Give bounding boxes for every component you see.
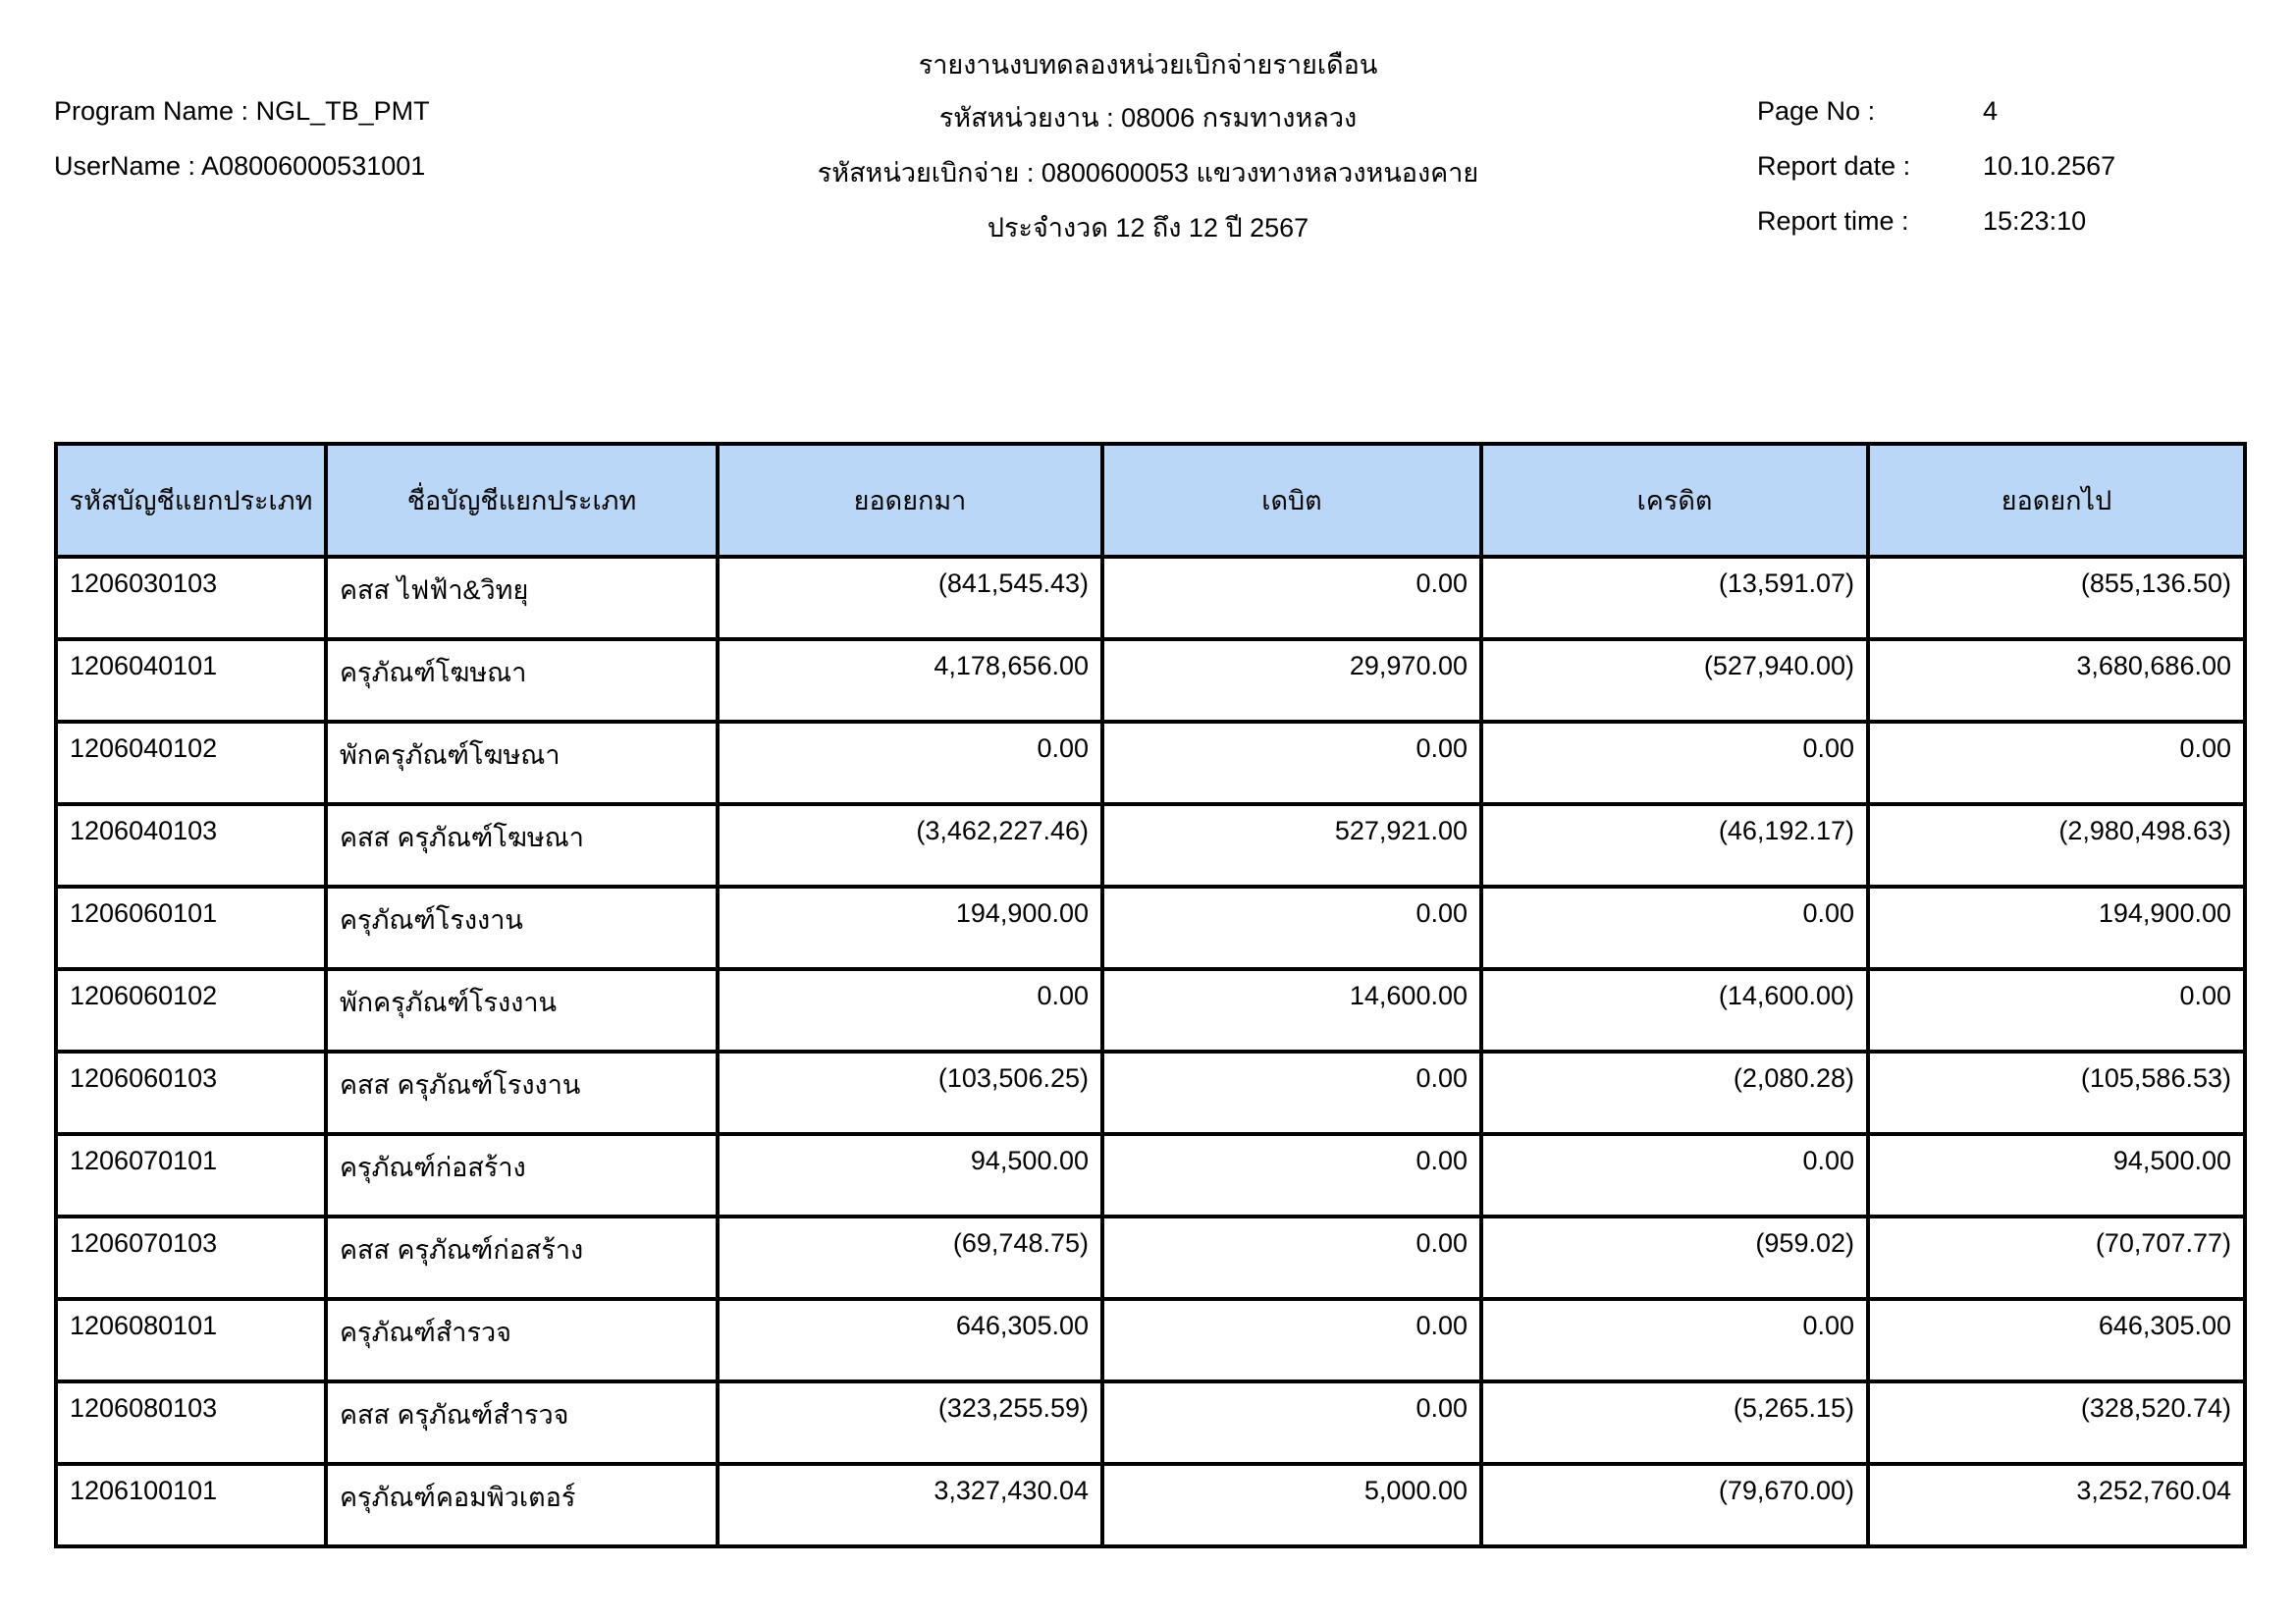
table-row bbox=[56, 1299, 2245, 1381]
account-code-cell: 1206040103 bbox=[56, 804, 326, 887]
debit-cell: 0.00 bbox=[1102, 557, 1481, 639]
account-code-cell: 1206080103 bbox=[56, 1381, 326, 1464]
page-no-label: Page No : bbox=[1757, 96, 1876, 126]
balance-carried-forward-cell: 0.00 bbox=[1868, 722, 2245, 804]
account-name-cell: คสส ครุภัณฑ์โรงงาน bbox=[326, 1052, 718, 1134]
credit-cell: (46,192.17) bbox=[1481, 804, 1868, 887]
program-name-label: Program Name : bbox=[54, 96, 249, 126]
account-code-cell: 1206040101 bbox=[56, 639, 326, 722]
account-code-cell: 1206060102 bbox=[56, 969, 326, 1052]
account-name-cell: คสส ครุภัณฑ์ก่อสร้าง bbox=[326, 1217, 718, 1299]
balance-carried-forward-cell: (105,586.53) bbox=[1868, 1052, 2245, 1134]
credit-cell: 0.00 bbox=[1481, 1134, 1868, 1217]
disbursement-unit-line: รหัสหน่วยเบิกจ่าย : 0800600053 แขวงทางหลวงหนองคาย bbox=[817, 158, 1479, 188]
account-code-cell: 1206070101 bbox=[56, 1134, 326, 1217]
balance-brought-forward-cell: 0.00 bbox=[718, 722, 1102, 804]
table-row bbox=[56, 1052, 2245, 1134]
credit-cell: 0.00 bbox=[1481, 1299, 1868, 1381]
trial-balance-table bbox=[54, 442, 2247, 1548]
balance-brought-forward-cell: 194,900.00 bbox=[718, 887, 1102, 969]
debit-cell: 29,970.00 bbox=[1102, 639, 1481, 722]
table-row bbox=[56, 1134, 2245, 1217]
debit-cell: 14,600.00 bbox=[1102, 969, 1481, 1052]
balance-brought-forward-cell: (841,545.43) bbox=[718, 557, 1102, 639]
balance-carried-forward-cell: (70,707.77) bbox=[1868, 1217, 2245, 1299]
balance-carried-forward-cell: (2,980,498.63) bbox=[1868, 804, 2245, 887]
report-time-value: 15:23:10 bbox=[1983, 206, 2087, 236]
username-value: A08006000531001 bbox=[201, 151, 426, 181]
balance-carried-forward-cell: 194,900.00 bbox=[1868, 887, 2245, 969]
col-header-debit: เดบิต bbox=[1102, 444, 1481, 557]
table-body bbox=[56, 557, 2245, 1546]
table-row bbox=[56, 887, 2245, 969]
table-row bbox=[56, 1464, 2245, 1546]
account-name-cell: คสส ครุภัณฑ์สำรวจ bbox=[326, 1381, 718, 1464]
account-name-cell: คสส ไฟฟ้า&วิทยุ bbox=[326, 557, 718, 639]
debit-cell: 0.00 bbox=[1102, 1217, 1481, 1299]
balance-carried-forward-cell: 0.00 bbox=[1868, 969, 2245, 1052]
account-code-cell: 1206060103 bbox=[56, 1052, 326, 1134]
program-name-value: NGL_TB_PMT bbox=[255, 96, 430, 126]
account-name-cell: ครุภัณฑ์โรงงาน bbox=[326, 887, 718, 969]
balance-carried-forward-cell: 3,252,760.04 bbox=[1868, 1464, 2245, 1546]
debit-cell: 0.00 bbox=[1102, 1299, 1481, 1381]
debit-cell: 0.00 bbox=[1102, 887, 1481, 969]
credit-cell: (959.02) bbox=[1481, 1217, 1868, 1299]
agency-code-line: รหัสหน่วยงาน : 08006 กรมทางหลวง bbox=[938, 103, 1358, 133]
report-date-label: Report date : bbox=[1757, 151, 1911, 181]
table-header-row bbox=[56, 444, 2245, 557]
credit-cell: 0.00 bbox=[1481, 722, 1868, 804]
balance-brought-forward-cell: (103,506.25) bbox=[718, 1052, 1102, 1134]
balance-carried-forward-cell: 94,500.00 bbox=[1868, 1134, 2245, 1217]
account-name-cell: ครุภัณฑ์ก่อสร้าง bbox=[326, 1134, 718, 1217]
account-name-cell: ครุภัณฑ์โฆษณา bbox=[326, 639, 718, 722]
balance-carried-forward-cell: 646,305.00 bbox=[1868, 1299, 2245, 1381]
balance-brought-forward-cell: (3,462,227.46) bbox=[718, 804, 1102, 887]
table-row bbox=[56, 557, 2245, 639]
balance-brought-forward-cell: 646,305.00 bbox=[718, 1299, 1102, 1381]
balance-brought-forward-cell: 94,500.00 bbox=[718, 1134, 1102, 1217]
period-line: ประจำงวด 12 ถึง 12 ปี 2567 bbox=[987, 213, 1309, 243]
credit-cell: (79,670.00) bbox=[1481, 1464, 1868, 1546]
balance-brought-forward-cell: (69,748.75) bbox=[718, 1217, 1102, 1299]
balance-carried-forward-cell: (855,136.50) bbox=[1868, 557, 2245, 639]
account-name-cell: พักครุภัณฑ์โรงงาน bbox=[326, 969, 718, 1052]
credit-cell: (13,591.07) bbox=[1481, 557, 1868, 639]
page-no-value: 4 bbox=[1983, 96, 1999, 126]
balance-brought-forward-cell: 0.00 bbox=[718, 969, 1102, 1052]
balance-carried-forward-cell: (328,520.74) bbox=[1868, 1381, 2245, 1464]
credit-cell: (2,080.28) bbox=[1481, 1052, 1868, 1134]
col-header-account-code: รหัสบัญชีแยกประเภท bbox=[56, 444, 326, 557]
debit-cell: 0.00 bbox=[1102, 722, 1481, 804]
account-code-cell: 1206060101 bbox=[56, 887, 326, 969]
balance-brought-forward-cell: 4,178,656.00 bbox=[718, 639, 1102, 722]
table-header bbox=[56, 444, 2245, 557]
table-row bbox=[56, 804, 2245, 887]
report-time-label: Report time : bbox=[1757, 206, 1909, 236]
debit-cell: 0.00 bbox=[1102, 1134, 1481, 1217]
debit-cell: 0.00 bbox=[1102, 1052, 1481, 1134]
credit-cell: (5,265.15) bbox=[1481, 1381, 1868, 1464]
account-name-cell: คสส ครุภัณฑ์โฆษณา bbox=[326, 804, 718, 887]
debit-cell: 527,921.00 bbox=[1102, 804, 1481, 887]
col-header-credit: เครดิต bbox=[1481, 444, 1868, 557]
table-row bbox=[56, 722, 2245, 804]
credit-cell: (14,600.00) bbox=[1481, 969, 1868, 1052]
credit-cell: 0.00 bbox=[1481, 887, 1868, 969]
table-row bbox=[56, 969, 2245, 1052]
col-header-balance-brought-forward: ยอดยกมา bbox=[718, 444, 1102, 557]
report-date-value: 10.10.2567 bbox=[1983, 151, 2116, 181]
account-code-cell: 1206100101 bbox=[56, 1464, 326, 1546]
debit-cell: 5,000.00 bbox=[1102, 1464, 1481, 1546]
account-name-cell: พักครุภัณฑ์โฆษณา bbox=[326, 722, 718, 804]
account-name-cell: ครุภัณฑ์คอมพิวเตอร์ bbox=[326, 1464, 718, 1546]
report-title: รายงานงบทดลองหน่วยเบิกจ่ายรายเดือน bbox=[918, 50, 1378, 80]
account-name-cell: ครุภัณฑ์สำรวจ bbox=[326, 1299, 718, 1381]
balance-carried-forward-cell: 3,680,686.00 bbox=[1868, 639, 2245, 722]
credit-cell: (527,940.00) bbox=[1481, 639, 1868, 722]
balance-brought-forward-cell: 3,327,430.04 bbox=[718, 1464, 1102, 1546]
account-code-cell: 1206080101 bbox=[56, 1299, 326, 1381]
debit-cell: 0.00 bbox=[1102, 1381, 1481, 1464]
col-header-account-name: ชื่อบัญชีแยกประเภท bbox=[326, 444, 718, 557]
table-row bbox=[56, 1217, 2245, 1299]
table-row bbox=[56, 1381, 2245, 1464]
account-code-cell: 1206070103 bbox=[56, 1217, 326, 1299]
username-label: UserName : bbox=[54, 151, 196, 181]
account-code-cell: 1206040102 bbox=[56, 722, 326, 804]
col-header-balance-carried-forward: ยอดยกไป bbox=[1868, 444, 2245, 557]
balance-brought-forward-cell: (323,255.59) bbox=[718, 1381, 1102, 1464]
table-row bbox=[56, 639, 2245, 722]
account-code-cell: 1206030103 bbox=[56, 557, 326, 639]
